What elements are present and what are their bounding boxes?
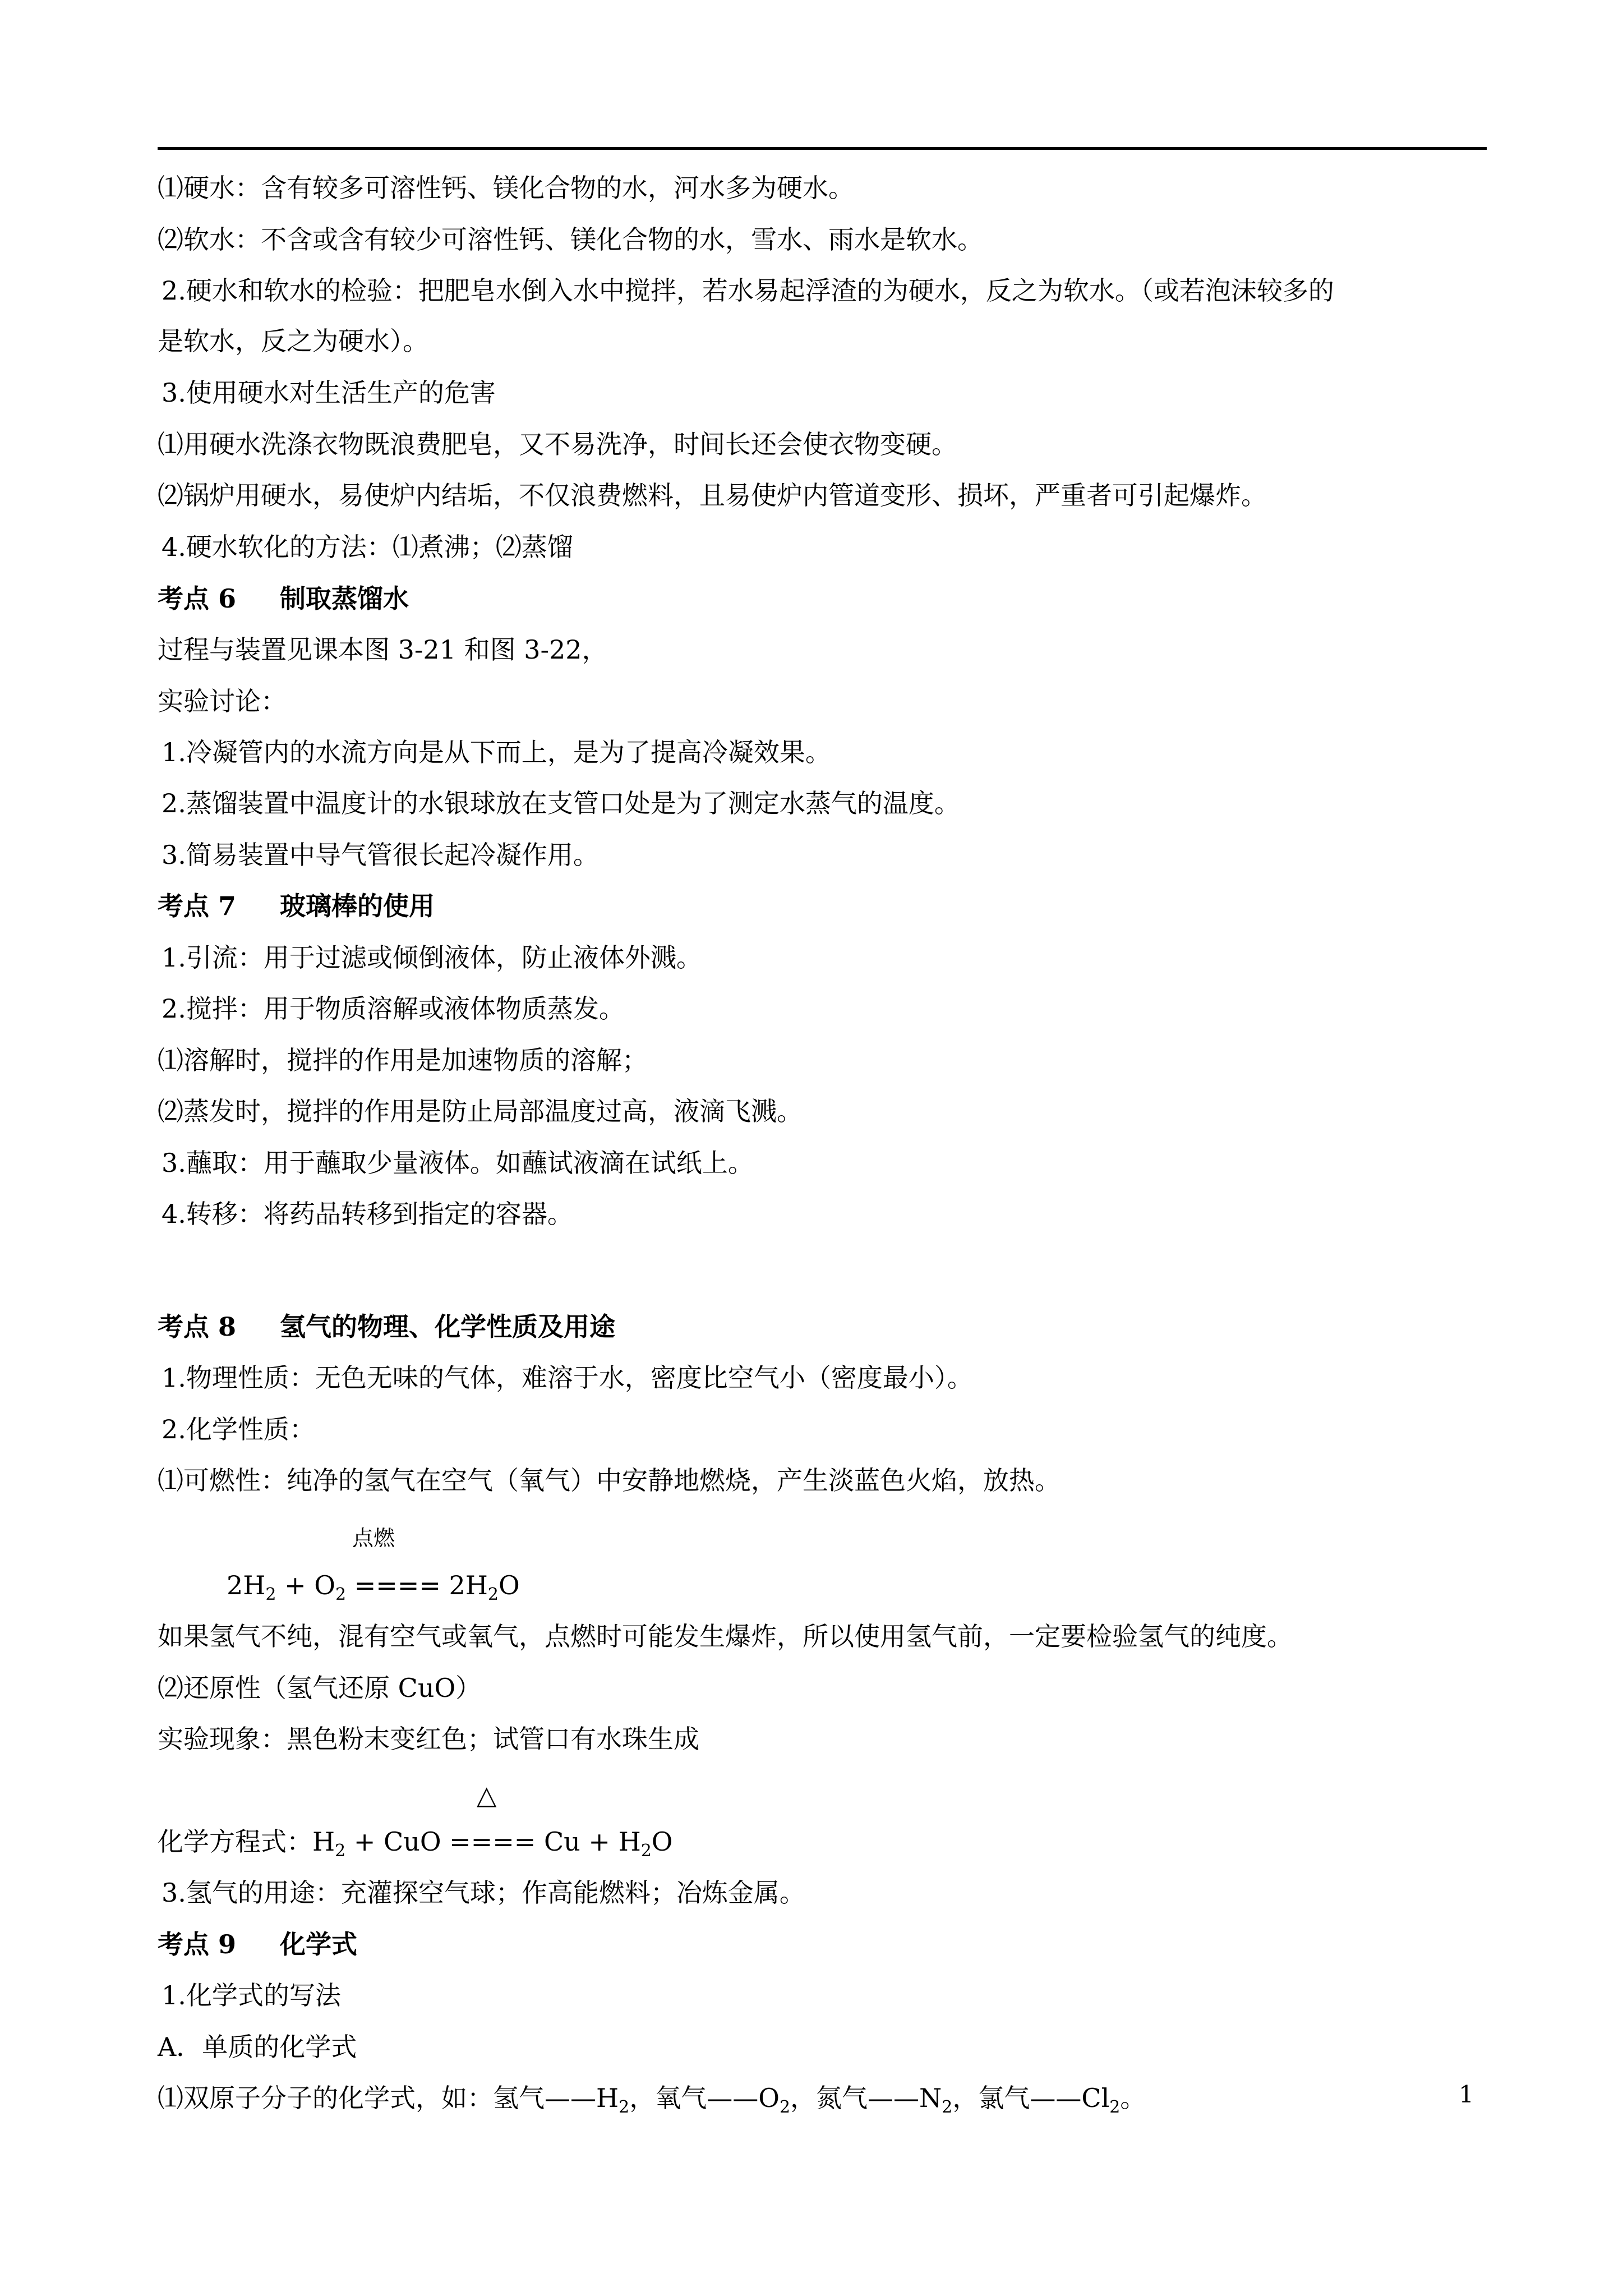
text-line: 3.使用硬水对生活生产的危害 <box>162 378 496 408</box>
text-line: ⑴溶解时，搅拌的作用是加速物质的溶解； <box>158 1045 648 1075</box>
text-line: 是软水，反之为硬水）。 <box>158 326 428 356</box>
text-line: 实验现象：黑色粉末变红色；试管口有水珠生成 <box>158 1724 699 1754</box>
text-line: 2.蒸馏装置中温度计的水银球放在支管口处是为了测定水蒸气的温度。 <box>162 788 960 818</box>
page-number: 1 <box>1459 2081 1474 2108</box>
text-line: 3.蘸取：用于蘸取少量液体。如蘸试液滴在试纸上。 <box>162 1148 754 1178</box>
text-line: ⑴双原子分子的化学式，如：氢气$——H_2$，氧气$——O_2$，氮气$——N_2$，氯气$——Cl_2$。 <box>158 2083 1146 2118</box>
section-heading: 考点 8 氢气的物理、化学性质及用途 <box>158 1312 616 1342</box>
text-line: 1.冷凝管内的水流方向是从下而上，是为了提高冷凝效果。 <box>162 737 831 767</box>
text-line: 2.搅拌：用于物质溶解或液体物质蒸发。 <box>162 993 625 1024</box>
chemical-equation: $2H_2 + O_2$ ==== $2H_2O$ <box>227 1570 520 1605</box>
text-line: ⑵锅炉用硬水，易使炉内结垢，不仅浪费燃料，且易使炉内管道变形、损坏，严重者可引起爆炸。 <box>158 480 1267 510</box>
text-line: 实验讨论： <box>158 686 287 716</box>
text-line: 2.化学性质： <box>162 1414 315 1444</box>
text-line: ⑵蒸发时，搅拌的作用是防止局部温度过高，液滴飞溅。 <box>158 1096 803 1126</box>
text-line: ⑴用硬水洗涤衣物既浪费肥皂，又不易洗净，时间长还会使衣物变硬。 <box>158 429 957 459</box>
text-line: ⑴硬水：含有较多可溶性钙、镁化合物的水，河水多为硬水。 <box>158 173 854 203</box>
reaction-condition: 点燃 <box>352 1526 395 1550</box>
text-line: 1.引流：用于过滤或倾倒液体，防止液体外溅。 <box>162 942 702 973</box>
header-rule <box>158 147 1487 150</box>
text-line: 1.物理性质：无色无味的气体，难溶于水，密度比空气小（密度最小）。 <box>162 1363 973 1393</box>
text-line: A．单质的化学式 <box>158 2032 357 2062</box>
text-line: ⑵还原性（氢气还原 CuO） <box>158 1673 482 1703</box>
text-line: 3.简易装置中导气管很长起冷凝作用。 <box>162 840 599 870</box>
chemical-equation: 化学方程式：$H_2$ + CuO ==== $Cu + H_2O$ <box>158 1826 673 1861</box>
text-line: 1.化学式的写法 <box>162 1980 341 2010</box>
section-heading: 考点 7 玻璃棒的使用 <box>158 891 435 921</box>
section-heading: 考点 9 化学式 <box>158 1929 358 1959</box>
text-line: 2.硬水和软水的检验：把肥皂水倒入水中搅拌，若水易起浮渣的为硬水，反之为软水。（或若泡沫较多的 <box>162 275 1334 306</box>
section-heading: 考点 6 制取蒸馏水 <box>158 583 409 614</box>
text-line: 如果氢气不纯，混有空气或氧气，点燃时可能发生爆炸，所以使用氢气前，一定要检验氢气的纯度。 <box>158 1621 1293 1651</box>
text-line: ⑵软水：不含或含有较少可溶性钙、镁化合物的水，雪水、雨水是软水。 <box>158 224 983 255</box>
text-line: 过程与装置见课本图 3-21 和图 3-22， <box>158 634 608 665</box>
text-line: ⑴可燃性：纯净的氢气在空气（氧气）中安静地燃烧，产生淡蓝色火焰，放热。 <box>158 1465 1061 1496</box>
text-line: 4.硬水软化的方法：⑴煮沸；⑵蒸馏 <box>162 532 573 562</box>
text-line: 4.转移：将药品转移到指定的容器。 <box>162 1199 573 1229</box>
text-line: 3.氢气的用途：充灌探空气球；作高能燃料；冶炼金属。 <box>162 1878 805 1908</box>
reaction-condition: △ <box>477 1780 497 1810</box>
